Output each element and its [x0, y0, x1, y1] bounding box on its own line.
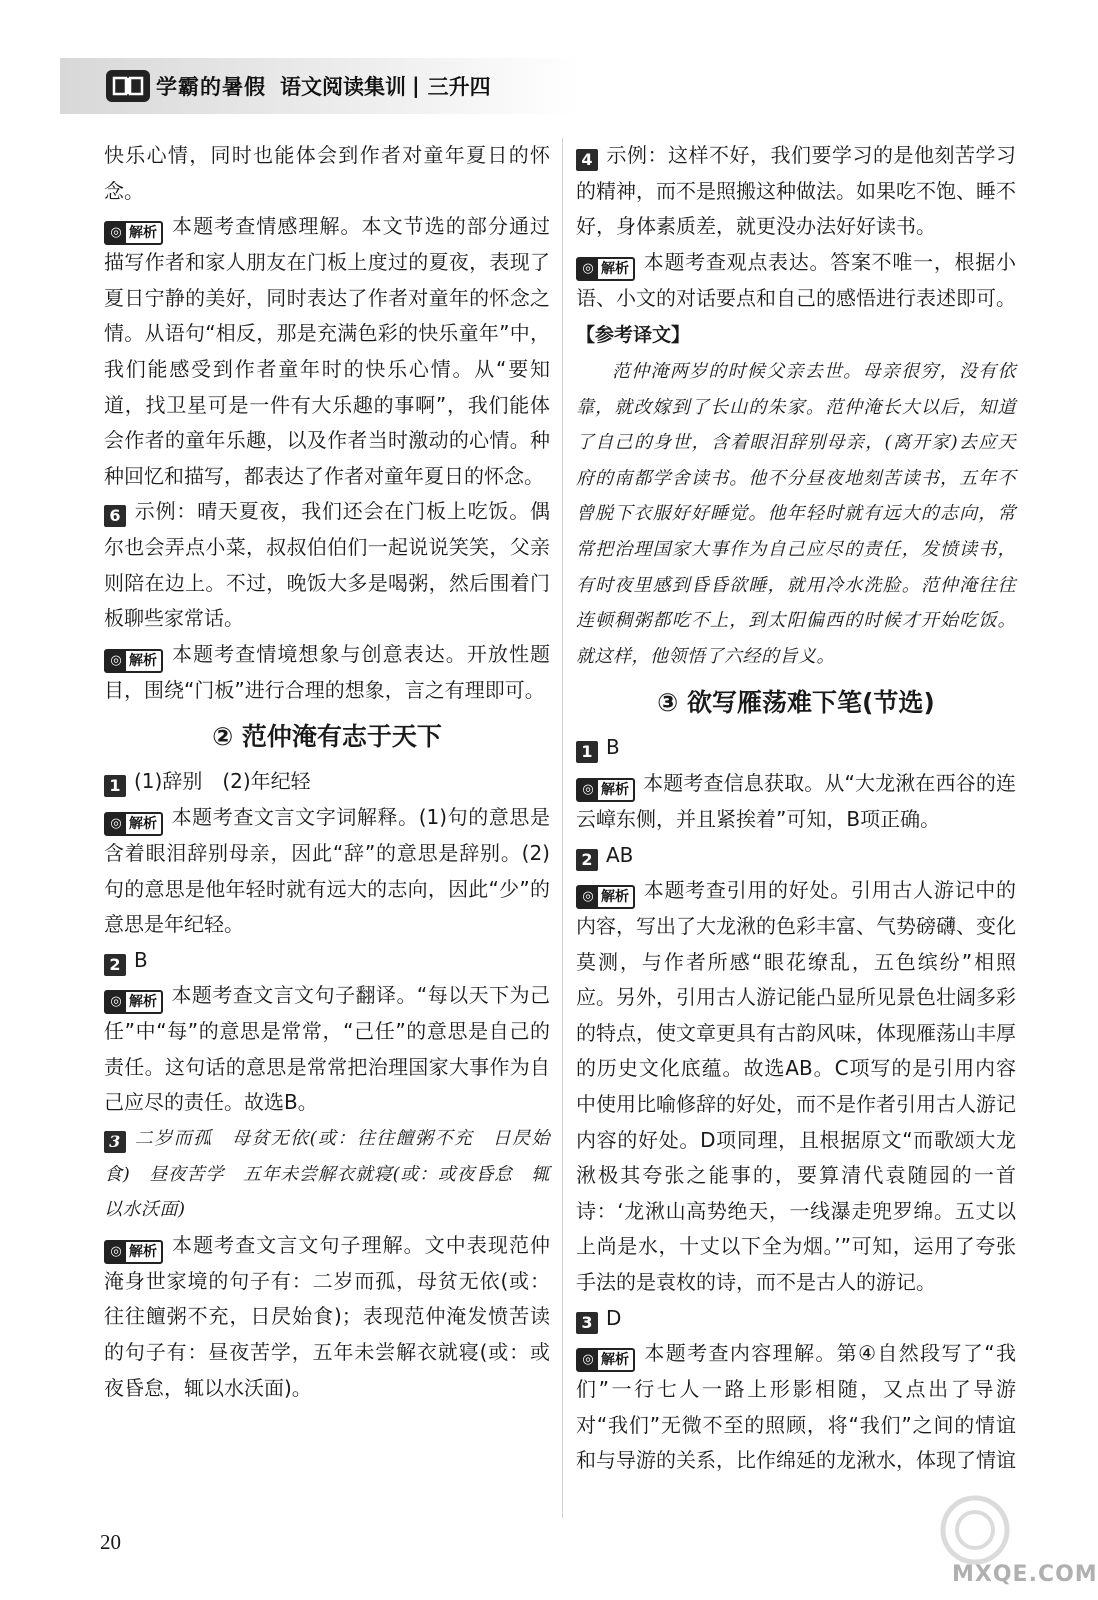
brand-name: 学霸的暑假 — [156, 75, 266, 99]
right-column — [576, 138, 1016, 1479]
page-number: 20 — [100, 1530, 121, 1554]
answer-block: 3 D — [576, 1301, 1016, 1337]
reference-translation: 范仲淹两岁的时候父亲去世。母亲很穷，没有依靠，就改嫁到了长山的朱家。范仲淹长大以后，知道了自己的身世，含着眼泪辞别母亲，(离开家)去应天府的南都学舍读书。他不分昼夜地刻苦读书，五年不曾脱下衣服好好睡觉。他年轻时就有远大的志向，常常把治理国家大事作为自己应尽的责任，发愤读书，有时夜里感到昏昏欲睡，就用冷水洗脸。范仲淹往往连顿稠粥都吃不上，到太阳偏西的时候才开始吃饭。就这样，他领悟了六经的旨义。 — [576, 360, 1016, 667]
question-number: 1 — [104, 775, 126, 797]
analysis-badge: ◎ 解析 — [576, 778, 635, 802]
analysis-block: ◎ 解析 本题考查文言文句子翻译。“每以天下为己任”中“每”的意思是常常，“己任”的意思是自己的责任。这句话的意思是常常把治理国家大事作为自己应尽的责任。故选B。 — [104, 983, 550, 1115]
question-number: 2 — [576, 849, 598, 871]
analysis-icon: ◎ — [578, 1350, 598, 1370]
analysis-block: ◎ 解析 本题考查情境想象与创意表达。开放性题目，围绕“门板”进行合理的想象，言之有理即可。 — [104, 641, 550, 702]
analysis-badge: ◎ 解析 — [104, 649, 163, 673]
analysis-icon: ◎ — [106, 1242, 126, 1262]
analysis-icon: ◎ — [106, 651, 126, 671]
answer-block: 2 AB — [576, 838, 1016, 874]
answer-block: 2 B — [104, 943, 550, 979]
book-title: 语文阅读集训 — [280, 75, 406, 99]
analysis-block: ◎ 解析 本题考查信息获取。从“大龙湫在西谷的连云嶂东侧，并且紧挨着”可知，B项正确。 — [576, 770, 1016, 831]
section-title: ③ 欲写雁荡难下笔(节选) — [657, 688, 935, 718]
left-column — [104, 138, 550, 1406]
analysis-block: ◎ 解析 本题考查观点表达。答案不唯一，根据小语、小文的对话要点和自己的感悟进行表述即可。 — [576, 249, 1016, 310]
answer-block: 3 二岁而孤 母贫无依(或：往往饘粥不充 日昃始食) 昼夜苦学 五年未尝解衣就寝(或：或夜昏怠 辄以水沃面) — [104, 1128, 550, 1221]
column-divider — [562, 138, 563, 1518]
section-title: ② 范仲淹有志于天下 — [212, 722, 442, 752]
paragraph: 快乐心情，同时也能体会到作者对童年夏日的怀念。 — [104, 143, 550, 203]
brand — [106, 70, 491, 102]
analysis-icon: ◎ — [578, 887, 598, 907]
answer-block: 1 (1)辞别 (2)年纪轻 — [104, 764, 550, 800]
question-number: 6 — [104, 505, 126, 527]
analysis-badge: ◎ 解析 — [104, 812, 163, 836]
question-number: 3 — [576, 1312, 598, 1334]
question-number: 4 — [576, 149, 598, 171]
question-number: 1 — [576, 741, 598, 763]
answer-block: 1 B — [576, 730, 1016, 766]
answer-block: 6 示例：晴天夏夜，我们还会在门板上吃饭。偶尔也会弄点小菜，叔叔伯伯们一起说说笑笑，父亲则陪在边上。不过，晚饭大多是喝粥，然后围着门板聊些家常话。 — [104, 499, 550, 631]
question-number: 3 — [104, 1131, 126, 1153]
analysis-badge: ◎ 解析 — [104, 1240, 163, 1264]
answer-block: 4 示例：这样不好，我们要学习的是他刻苦学习的精神，而不是照搬这种做法。如果吃不饱、睡不好，身体素质差，就更没办法好好读书。 — [576, 143, 1016, 239]
book-icon — [106, 70, 150, 102]
grade-label: 三升四 — [427, 75, 491, 99]
analysis-badge: ◎ 解析 — [104, 221, 163, 245]
watermark-text: MXQE.COM — [952, 1562, 1098, 1587]
analysis-icon: ◎ — [578, 780, 598, 800]
analysis-badge: ◎ 解析 — [576, 1348, 635, 1372]
analysis-icon: ◎ — [106, 814, 126, 834]
analysis-block: ◎ 解析 本题考查引用的好处。引用古人游记中的内容，写出了大龙湫的色彩丰富、气势磅礴、变化莫测，与作者所感“眼花缭乱，五色缤纷”相照应。另外，引用古人游记能凸显所见景色壮阔多彩的特点，使文章更具有古韵风味，体现雁荡山丰厚的历史文化底蕴。故选AB。C项写的是引用内容中使用比喻修辞的好处，而不是作者引用古人游记内容的好处。D项同理，且根据原文“而歌颂大龙湫极其夸张之能事的，要算清代袁随园的一首诗：‘龙湫山高势绝天，一线瀑走兜罗绵。五丈以上尚是水，十丈以下全为烟。’”可知，运用了夸张手法的是袁枚的诗，而不是古人的游记。 — [576, 878, 1016, 1295]
header-separator: | — [412, 74, 420, 98]
analysis-block: ◎ 解析 本题考查文言文句子理解。文中表现范仲淹身世家境的句子有：二岁而孤，母贫无依(或：往往饘粥不充，日昃始食)；表现范仲淹发愤苦读的句子有：昼夜苦学，五年未尝解衣就寝(或：或夜昏怠，辄以水沃面)。 — [104, 1232, 550, 1400]
analysis-icon: ◎ — [106, 223, 126, 243]
question-number: 2 — [104, 954, 126, 976]
analysis-badge: ◎ 解析 — [104, 990, 163, 1014]
analysis-block: ◎ 解析 本题考查情感理解。本文节选的部分通过描写作者和家人朋友在门板上度过的夏夜，表现了夏日宁静的美好，同时表达了作者对童年的怀念之情。从语句“相反，那是充满色彩的快乐童年”中，我们能感受到作者童年时的快乐心情。从“要知道，找卫星可是一件有大乐趣的事啊”，我们能体会作者的童年乐趣，以及作者当时激动的心情。种种回忆和描写，都表达了作者对童年夏日的怀念。 — [104, 214, 550, 488]
analysis-badge: ◎ 解析 — [576, 257, 635, 281]
analysis-icon: ◎ — [578, 259, 598, 279]
analysis-block: ◎ 解析 本题考查内容理解。第④自然段写了“我们”一行七人一路上形影相随，又点出了导游对“我们”无微不至的照顾，将“我们”之间的情谊和与导游的关系，比作绵延的龙湫水，体现了情谊 — [576, 1341, 1016, 1473]
page-header — [60, 58, 580, 114]
analysis-block: ◎ 解析 本题考查文言文字词解释。(1)句的意思是含着眼泪辞别母亲，因此“辞”的意思是辞别。(2)句的意思是他年轻时就有远大的志向，因此“少”的意思是年纪轻。 — [104, 804, 550, 937]
reference-translation-label: 【参考译文】 — [576, 324, 691, 347]
analysis-icon: ◎ — [106, 992, 126, 1012]
analysis-badge: ◎ 解析 — [576, 885, 635, 909]
